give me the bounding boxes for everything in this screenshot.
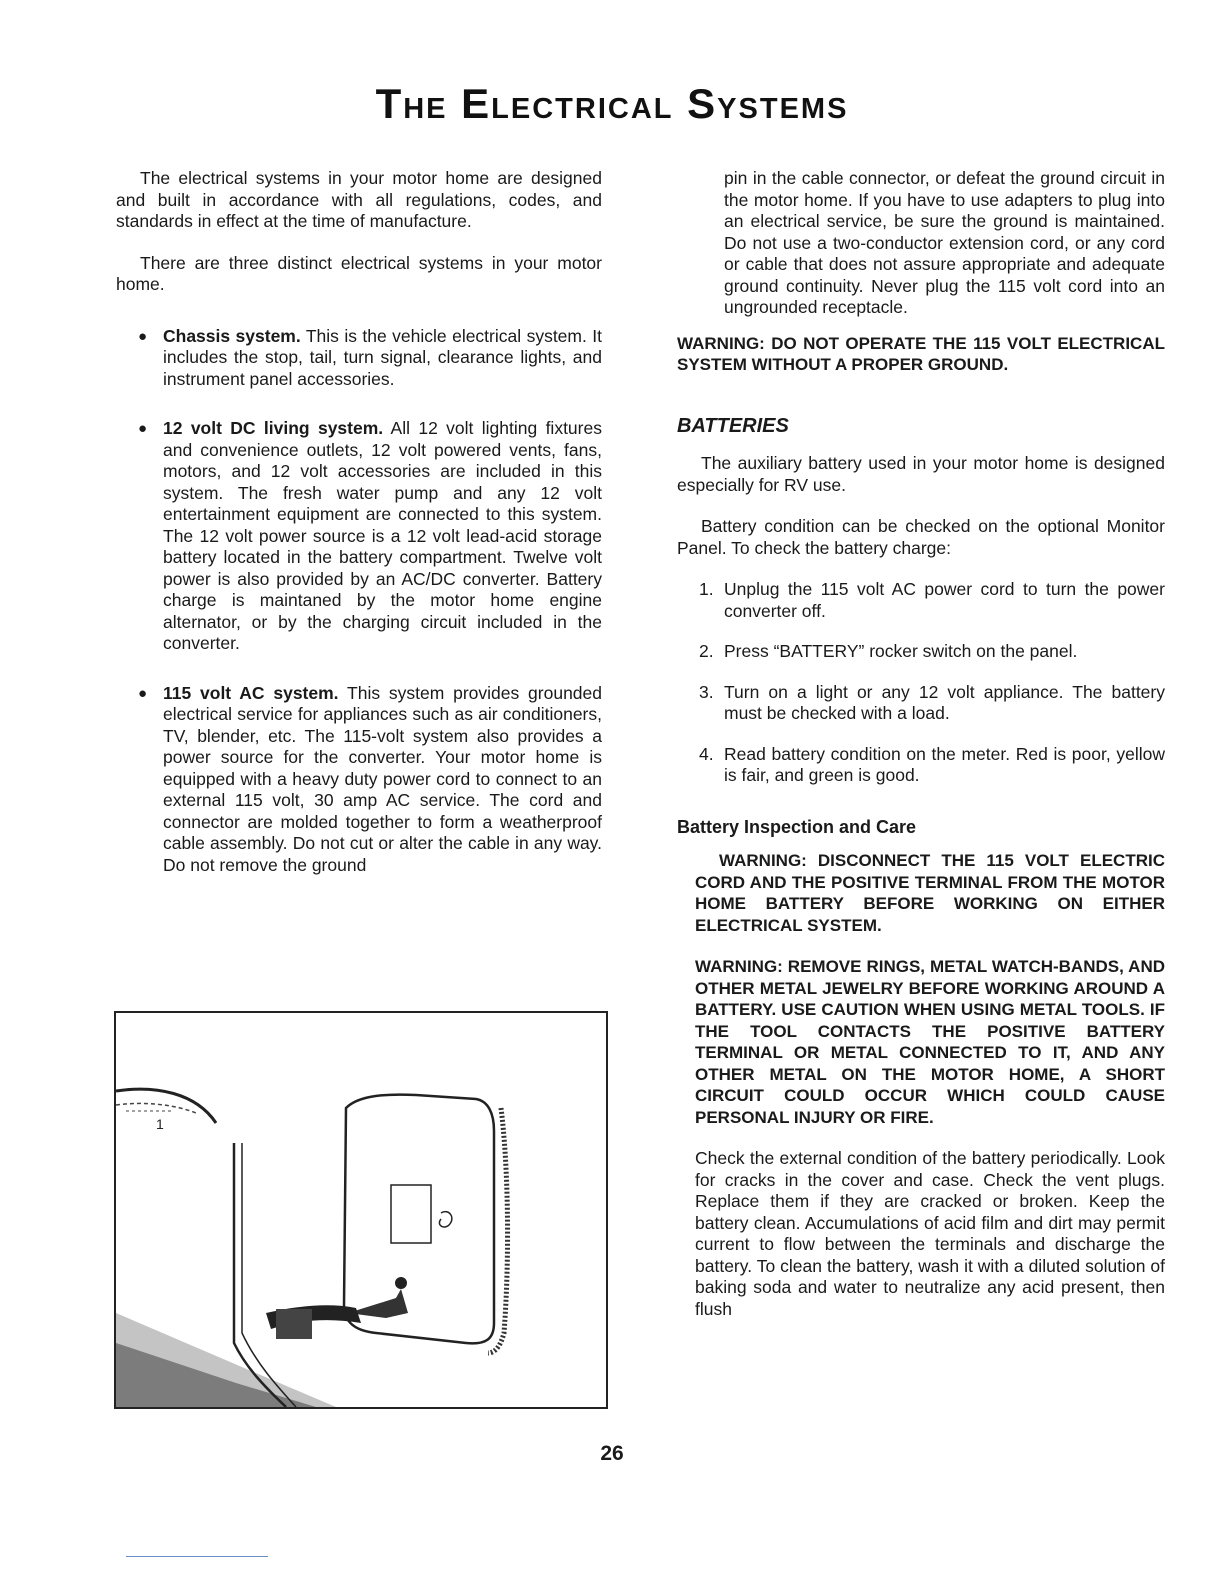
bullet-icon: ●: [138, 420, 148, 437]
list-item: 2. Press “BATTERY” rocker switch on the panel.: [699, 641, 1078, 661]
power-cord-drawing: [116, 1013, 606, 1407]
bullet-text: This system provides grounded electrical service for appliances such as air conditioners, TV, blender, etc. The 115-volt system also provides a power source for the converter. Your motor home is equipped with a heavy duty power cord to connect to an external 115 volt, 30 amp AC service. The cord and connector are molded together to form a weatherproof cable assembly. Do not cut or alter the cable in any way. Do not remove the ground: [163, 682, 603, 875]
warning-ground: WARNING: DO NOT OPERATE THE 115 VOLT ELECTRICAL SYSTEM WITHOUT A PROPER GROUND.: [677, 333, 1165, 374]
bottom-rule: [126, 1556, 268, 1557]
battery-condition-paragraph: Battery condition can be checked on the optional Monitor Panel. To check the battery charge:: [677, 516, 1165, 558]
page-title: The Electrical Systems: [375, 80, 849, 127]
battery-check-paragraph: Check the external condition of the battery periodically. Look for cracks in the cover and case. Check the vent plugs. Replace them if they are cracked or broken. Keep the battery clean. Accumulations of acid film and dirt may permit current to flow between the terminals and discharge the battery. To clean the battery, wash it with a diluted solution of baking soda and water to neutralize any acid present, then flush: [695, 1148, 1165, 1319]
list-item: [116, 326, 602, 391]
ground-continued-paragraph: pin in the cable connector, or defeat the ground circuit in the motor home. If you have to use adapters to plug into an electrical service, be sure the ground is maintained. Do not use a two-conductor extension cord, or any cord or cable that does not assure appropriate and adequate ground continuity. Never plug the 115 volt cord into an ungrounded receptacle.: [724, 168, 1165, 317]
bullet-heading: Chassis system.: [163, 325, 301, 346]
figure-callout: 1: [156, 1116, 164, 1132]
intro-paragraph: The electrical systems in your motor home are designed and built in accordance with all regulations, codes, and standards in effect at the time of manufacture.: [116, 168, 602, 231]
battery-check-steps: [677, 579, 1165, 787]
right-column: [677, 168, 1165, 1320]
three-systems-paragraph: There are three distinct electrical systems in your motor home.: [116, 252, 602, 294]
warning-jewelry: WARNING: REMOVE RINGS, METAL WATCH-BANDS, AND OTHER METAL JEWELRY BEFORE WORKING AROUND A BATTERY. USE CAUTION WHEN USING METAL TOOLS. IF THE TOOL CONTACTS THE POSITIVE BATTERY TERMINAL OR METAL CONNECTED TO IT, AND ANY OTHER METAL ON THE MOTOR HOME, A SHORT CIRCUIT COULD OCCUR WHICH COULD CAUSE PERSONAL INJURY OR FIRE.: [695, 957, 1165, 1127]
warning-disconnect: WARNING: DISCONNECT THE 115 VOLT ELECTRIC CORD AND THE POSITIVE TERMINAL FROM THE MOTOR HOME BATTERY BEFORE WORKING ON EITHER ELECTRICAL SYSTEM.: [695, 851, 1165, 935]
bullet-icon: ●: [138, 684, 148, 702]
list-item: 4. Read battery condition on the meter. Red is poor, yellow is fair, and green is good.: [699, 743, 1165, 785]
list-item: [116, 418, 602, 655]
page-number: 26: [600, 1442, 624, 1465]
bullet-icon: ●: [138, 327, 148, 345]
aux-battery-paragraph: The auxiliary battery used in your motor home is designed especially for RV use.: [677, 453, 1165, 495]
bullet-heading: 12 volt DC living system.: [163, 418, 384, 438]
list-item: 1. Unplug the 115 volt AC power cord to turn the power converter off.: [699, 579, 1165, 621]
power-cord-illustration: [114, 1011, 608, 1409]
bullet-text: This is the vehicle electrical system. It includes the stop, tail, turn signal, clearance lights, and instrument panel accessories.: [163, 325, 603, 389]
bullet-heading: 115 volt AC system.: [163, 682, 339, 703]
batteries-heading: BATTERIES: [677, 414, 789, 437]
list-item: [116, 683, 602, 877]
battery-inspection-heading: Battery Inspection and Care: [677, 816, 917, 837]
bullet-text: All 12 volt lighting fixtures and convenience outlets, 12 volt powered vents, fans, motors, and 12 volt accessories are included in this system. The fresh water pump and any 12 volt entertainment equipment are connected to this system. The 12 volt power source is a 12 volt lead-acid storage battery located in the battery compartment. Twelve volt power is also provided by an AC/DC converter. Battery charge is maintaned by the motor home engine alternator, or by the charging circuit included in the converter.: [163, 418, 602, 653]
left-column: [116, 168, 602, 876]
list-item: 3. Turn on a light or any 12 volt appliance. The battery must be checked with a load.: [699, 681, 1165, 723]
